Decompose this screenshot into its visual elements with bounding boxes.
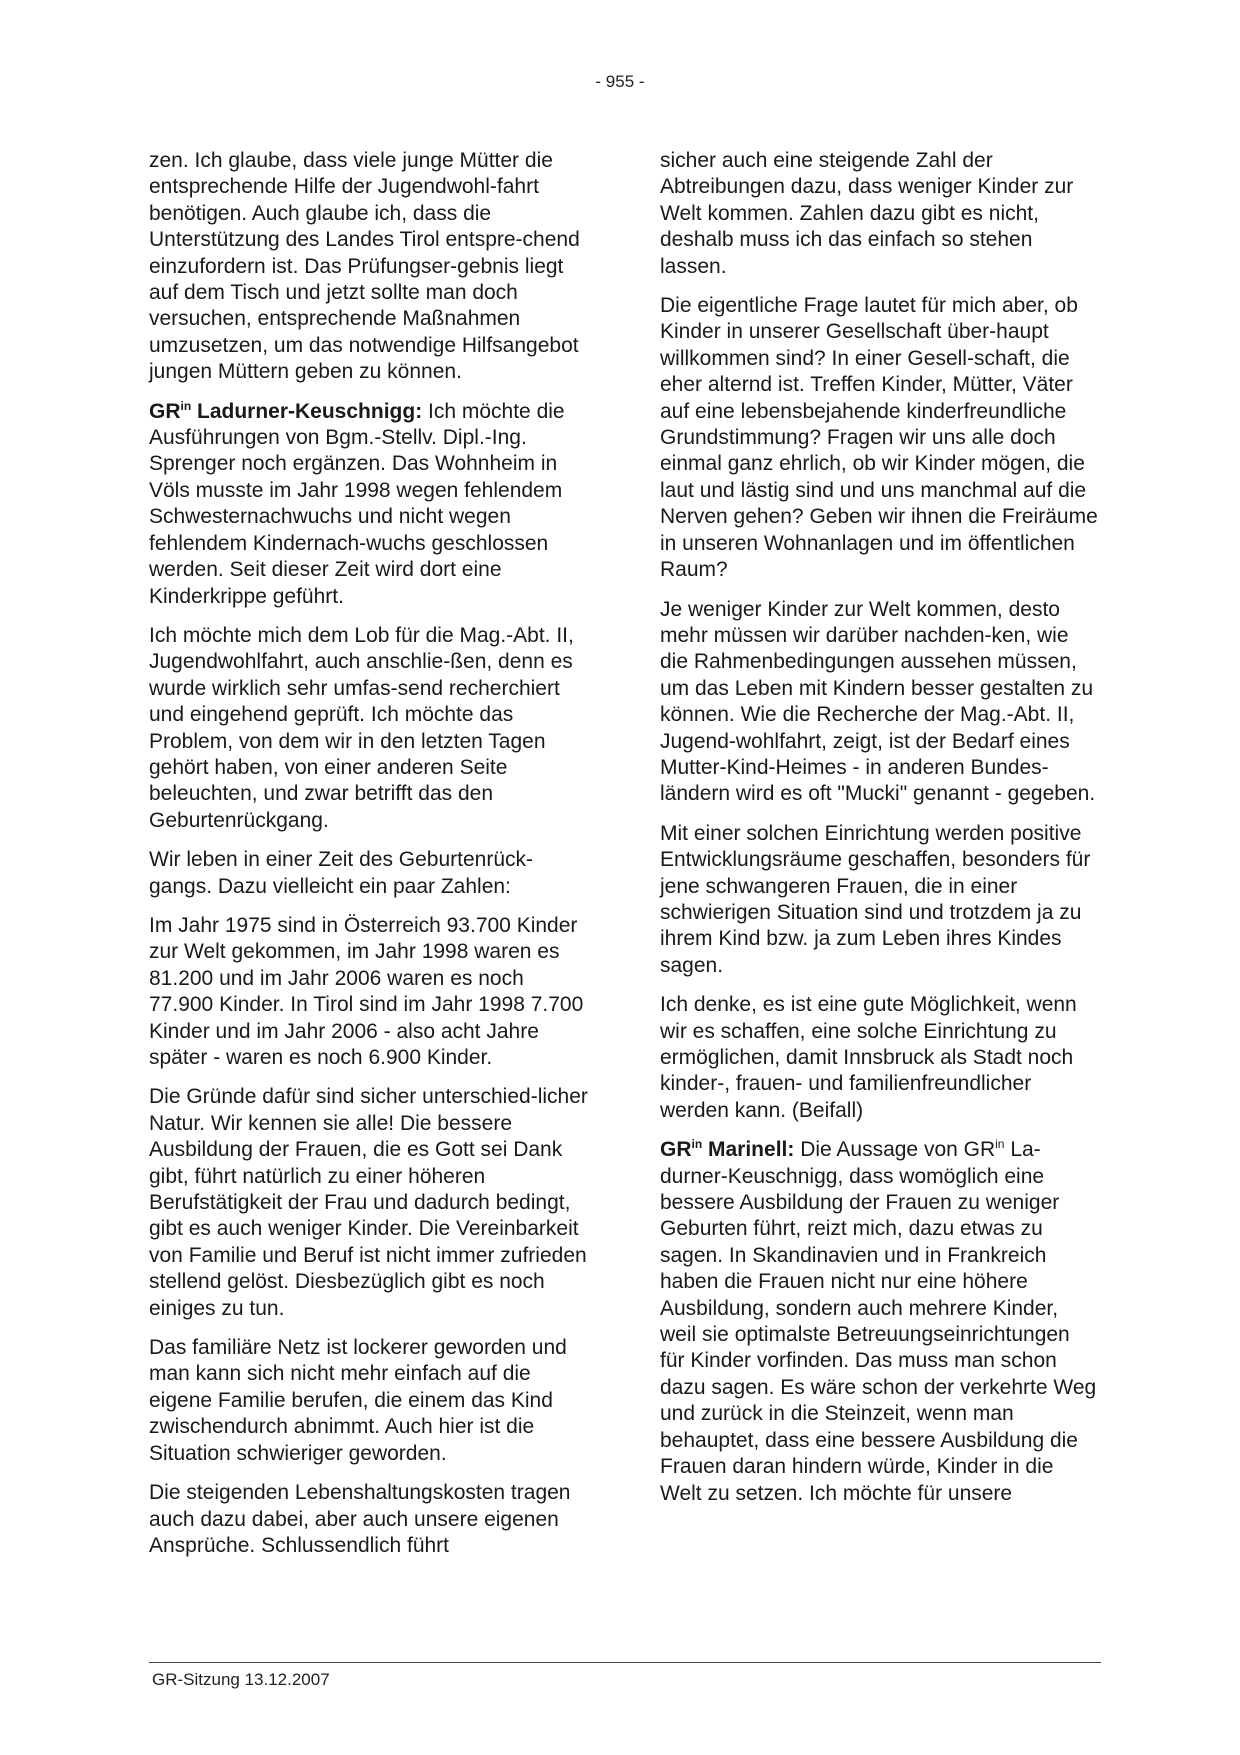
paragraph: Mit einer solchen Einrichtung werden positive Entwicklungsräume geschaffen, besonders für jene schwangeren Frauen, die in einer schwierigen Situation sind und trotzdem ja zu ihrem Kind bzw. ja zum Leben ihres Kindes sagen.: [660, 821, 1091, 977]
speech-text: Die Aussage von GR: [794, 1138, 996, 1162]
speaker-name: Marinell:: [702, 1138, 795, 1162]
left-column: [149, 148, 589, 1572]
page-number: - 955 -: [595, 72, 645, 91]
footer-divider: [149, 1662, 1101, 1663]
speaker-title: GR: [660, 1138, 692, 1162]
speech-text: La-durner-Keuschnigg, dass womöglich eine bessere Ausbildung der Frauen zu weniger Geburten führt, reizt mich, dazu etwas zu sagen. In Skandinavien und in Frankreich haben die Frauen nicht nur eine höhere Ausbildung, sondern auch mehrere Kinder, weil sie optimalste Betreuungseinrichtungen für Kinder vorfinden. Das muss man schon dazu sagen. Es wäre schon der verkehrte Weg und zurück in die Steinzeit, wenn man behauptet, dass eine bessere Ausbildung die Frauen daran hindern würde, Kinder in die Welt zu setzen. Ich möchte für unsere: [660, 1138, 1097, 1505]
paragraph: Ich möchte mich dem Lob für die Mag.-Abt. II, Jugendwohlfahrt, auch anschlie-ßen, denn es wurde wirklich sehr umfas-send recherchiert und eingehend geprüft. Ich möchte das Problem, von dem wir in den letzten Tagen gehört haben, von einer anderen Seite beleuchten, und zwar betrifft das den Geburtenrückgang.: [149, 623, 574, 832]
paragraph: Im Jahr 1975 sind in Österreich 93.700 Kinder zur Welt gekommen, im Jahr 1998 waren es 81.200 und im Jahr 2006 waren es noch 77.900 Kinder. In Tirol sind im Jahr 1998 7.700 Kinder und im Jahr 2006 - also acht Jahre später - waren es noch 6.900 Kinder.: [149, 913, 584, 1069]
paragraph: Das familiäre Netz ist lockerer geworden und man kann sich nicht mehr einfach auf die eigene Familie berufen, die einem das Kind zwischendurch abnimmt. Auch hier ist die Situation schwieriger geworden.: [149, 1336, 567, 1465]
paragraph: Wir leben in einer Zeit des Geburtenrück-gangs. Dazu vielleicht ein paar Zahlen:: [149, 848, 533, 898]
speech-text: Ich möchte die Ausführungen von Bgm.-Stellv. Dipl.-Ing. Sprenger noch ergänzen. Das Wohnheim in Völs musste im Jahr 1998 wegen fehlendem Schwesternachwuchs und nicht wegen fehlendem Kindernach-wuchs geschlossen werden. Seit dieser Zeit wird dort eine Kinderkrippe geführt.: [149, 399, 565, 608]
speaker-name: Ladurner-Keuschnigg:: [191, 399, 423, 423]
speaker-title-suffix: in: [995, 1137, 1005, 1152]
footer-session-date: GR-Sitzung 13.12.2007: [152, 1670, 330, 1689]
paragraph: Ich denke, es ist eine gute Möglichkeit, wenn wir es schaffen, eine solche Einrichtung zu ermöglichen, damit Innsbruck als Stadt noch kinder-, frauen- und familienfreundlicher werden kann. (Beifall): [660, 993, 1077, 1122]
speaker-label: [149, 400, 422, 423]
paragraph: Die steigenden Lebenshaltungskosten tragen auch dazu dabei, aber auch unsere eigenen Ansprüche. Schlussendlich führt: [149, 1481, 571, 1557]
speaker-title: GR: [149, 399, 181, 423]
paragraph: Die Gründe dafür sind sicher unterschied-licher Natur. Wir kennen sie alle! Die bessere Ausbildung der Frauen, die es Gott sei Dank gibt, führt natürlich zu einer höheren Berufstätigkeit der Frau und dadurch bedingt, gibt es auch weniger Kinder. Die Vereinbarkeit von Familie und Beruf ist nicht immer zufrieden stellend gelöst. Diesbezüglich gibt es noch einiges zu tun.: [149, 1085, 588, 1320]
speaker-label: [660, 1138, 794, 1161]
speaker-title-suffix: in: [691, 1137, 703, 1152]
speaker-title-suffix: in: [180, 398, 192, 413]
paragraph: sicher auch eine steigende Zahl der Abtreibungen dazu, dass weniger Kinder zur Welt kommen. Zahlen dazu gibt es nicht, deshalb muss ich das einfach so stehen lassen.: [660, 149, 1074, 278]
speaker-paragraph: [660, 1137, 1100, 1507]
right-column: [660, 148, 1100, 1520]
paragraph: zen. Ich glaube, dass viele junge Mütter die entsprechende Hilfe der Jugendwohl-fahrt benötigen. Auch glaube ich, dass die Unterstützung des Landes Tirol entspre-chend einzufordern ist. Das Prüfungser-gebnis liegt auf dem Tisch und jetzt sollte man doch versuchen, entsprechende Maßnahmen umzusetzen, um das notwendige Hilfsangebot jungen Müttern geben zu können.: [149, 149, 580, 384]
paragraph: Die eigentliche Frage lautet für mich aber, ob Kinder in unserer Gesellschaft über-haupt willkommen sind? In einer Gesell-schaft, die eher alternd ist. Treffen Kinder, Mütter, Väter auf eine lebensbejahende kinderfreundliche Grundstimmung? Fragen wir uns alle doch einmal ganz ehrlich, ob wir Kinder mögen, die laut und lästig sind und uns manchmal auf die Nerven gehen? Geben wir ihnen die Freiräume in unseren Wohnanlagen und im öffentlichen Raum?: [660, 294, 1098, 582]
speaker-paragraph: [149, 399, 589, 610]
paragraph: Je weniger Kinder zur Welt kommen, desto mehr müssen wir darüber nachden-ken, wie die Rahmenbedingungen aussehen müssen, um das Leben mit Kindern besser gestalten zu können. Wie die Recherche der Mag.-Abt. II, Jugend-wohlfahrt, zeigt, ist der Bedarf eines Mutter-Kind-Heimes - in anderen Bundes-ländern wird es oft "Mucki" genannt - gegeben.: [660, 597, 1096, 806]
